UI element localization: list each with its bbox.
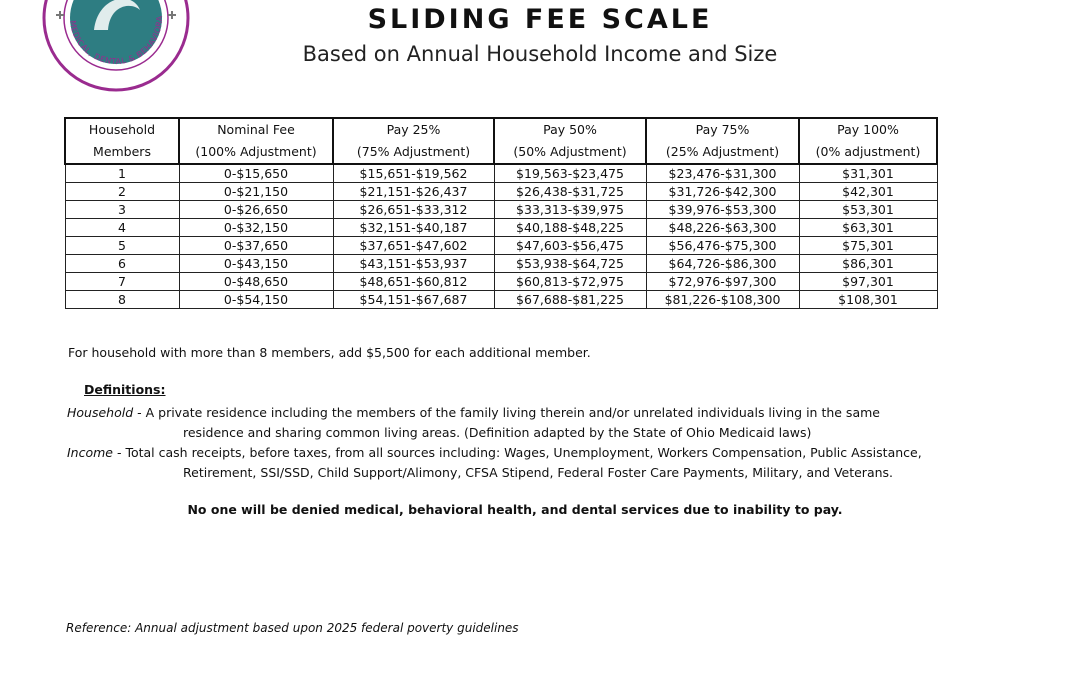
definition-term: Income [67, 445, 113, 460]
definition-text-continued: Retirement, SSI/SSD, Child Support/Alimony, CFSA Stipend, Federal Foster Care Payments, Military, and Veterans. [183, 465, 894, 480]
cell-household-members: 3 [65, 201, 179, 219]
definition-term: Household [67, 405, 134, 420]
table-row [65, 219, 937, 237]
fee-scale-table [64, 117, 938, 309]
definition-household [67, 403, 880, 443]
cell-household-members: 4 [65, 219, 179, 237]
cell-pay-75: $31,726-$42,300 [646, 183, 799, 201]
cell-nominal-fee: 0-$54,150 [179, 291, 333, 309]
cell-pay-25: $26,651-$33,312 [333, 201, 494, 219]
cell-pay-100: $31,301 [799, 164, 937, 183]
cell-pay-100: $53,301 [799, 201, 937, 219]
cell-pay-25: $43,151-$53,937 [333, 255, 494, 273]
cell-nominal-fee: 0-$43,150 [179, 255, 333, 273]
cell-pay-100: $42,301 [799, 183, 937, 201]
cell-nominal-fee: 0-$32,150 [179, 219, 333, 237]
cell-pay-50: $67,688-$81,225 [494, 291, 646, 309]
cell-nominal-fee: 0-$37,650 [179, 237, 333, 255]
header-household-members: Household Members [65, 118, 179, 164]
cell-nominal-fee: 0-$15,650 [179, 164, 333, 183]
table-row [65, 201, 937, 219]
table-row [65, 255, 937, 273]
cell-household-members: 8 [65, 291, 179, 309]
cell-pay-50: $60,813-$72,975 [494, 273, 646, 291]
cell-pay-75: $56,476-$75,300 [646, 237, 799, 255]
definitions-heading: Definitions: [84, 382, 166, 397]
cell-pay-50: $33,313-$39,975 [494, 201, 646, 219]
header-nominal-fee: Nominal Fee (100% Adjustment) [179, 118, 333, 164]
definition-text-continued: residence and sharing common living areas. (Definition adapted by the State of Ohio Medicaid laws) [183, 425, 812, 440]
cell-pay-75: $72,976-$97,300 [646, 273, 799, 291]
reference-note: Reference: Annual adjustment based upon 2025 federal poverty guidelines [66, 621, 519, 635]
cell-pay-25: $37,651-$47,602 [333, 237, 494, 255]
table-row [65, 291, 937, 309]
table-row [65, 237, 937, 255]
cell-pay-50: $26,438-$31,725 [494, 183, 646, 201]
cell-pay-50: $47,603-$56,475 [494, 237, 646, 255]
document-subtitle: Based on Annual Household Income and Size [302, 42, 778, 66]
header-pay-75: Pay 75% (25% Adjustment) [646, 118, 799, 164]
cell-household-members: 7 [65, 273, 179, 291]
cell-pay-25: $32,151-$40,187 [333, 219, 494, 237]
cell-pay-25: $15,651-$19,562 [333, 164, 494, 183]
cell-pay-75: $23,476-$31,300 [646, 164, 799, 183]
cell-household-members: 2 [65, 183, 179, 201]
header-pay-100: Pay 100% (0% adjustment) [799, 118, 937, 164]
cell-nominal-fee: 0-$48,650 [179, 273, 333, 291]
cell-pay-50: $53,938-$64,725 [494, 255, 646, 273]
cell-pay-75: $39,976-$53,300 [646, 201, 799, 219]
cell-pay-50: $40,188-$48,225 [494, 219, 646, 237]
cell-household-members: 1 [65, 164, 179, 183]
cell-pay-75: $48,226-$63,300 [646, 219, 799, 237]
header-pay-50: Pay 50% (50% Adjustment) [494, 118, 646, 164]
cell-pay-100: $75,301 [799, 237, 937, 255]
logo-ring-text: MEDICAL, DENTAL & BEHAVIORA [67, 15, 165, 67]
definition-text: - A private residence including the members of the family living therein and/or unrelated individuals living in the same [133, 405, 880, 420]
table-header-row [65, 118, 937, 164]
cell-pay-75: $81,226-$108,300 [646, 291, 799, 309]
table-body [65, 164, 937, 309]
cell-pay-50: $19,563-$23,475 [494, 164, 646, 183]
table-row [65, 273, 937, 291]
non-denial-statement: No one will be denied medical, behavioral health, and dental services due to inability to pay. [187, 502, 843, 517]
cell-pay-100: $63,301 [799, 219, 937, 237]
table-row [65, 183, 937, 201]
cell-pay-75: $64,726-$86,300 [646, 255, 799, 273]
additional-member-note: For household with more than 8 members, add $5,500 for each additional member. [68, 345, 591, 360]
definition-text: - Total cash receipts, before taxes, from all sources including: Wages, Unemployment, Workers Compensation, Public Assistance, [113, 445, 922, 460]
cell-pay-25: $21,151-$26,437 [333, 183, 494, 201]
cell-pay-25: $48,651-$60,812 [333, 273, 494, 291]
cell-pay-100: $86,301 [799, 255, 937, 273]
table-row [65, 164, 937, 183]
cell-household-members: 5 [65, 237, 179, 255]
cell-pay-100: $108,301 [799, 291, 937, 309]
header-pay-25: Pay 25% (75% Adjustment) [333, 118, 494, 164]
definition-income [67, 443, 922, 483]
cell-nominal-fee: 0-$26,650 [179, 201, 333, 219]
cell-nominal-fee: 0-$21,150 [179, 183, 333, 201]
cell-pay-100: $97,301 [799, 273, 937, 291]
cell-pay-25: $54,151-$67,687 [333, 291, 494, 309]
cell-household-members: 6 [65, 255, 179, 273]
document-title: SLIDING FEE SCALE [367, 4, 713, 35]
